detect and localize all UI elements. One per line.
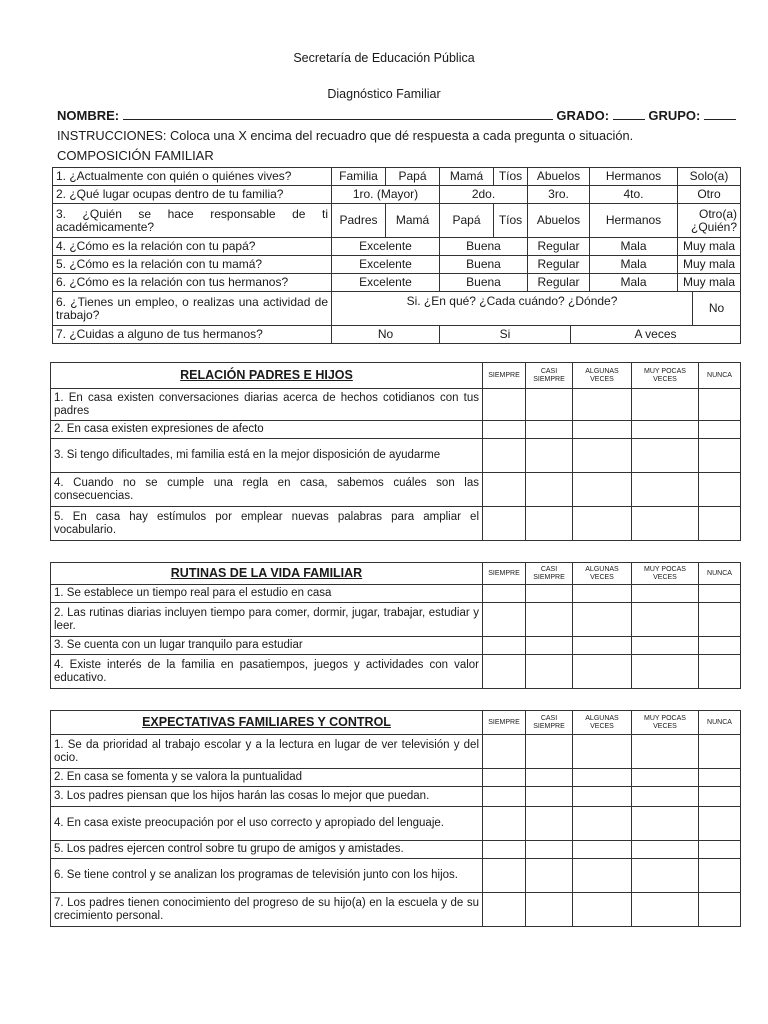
option-cell[interactable]: Papá — [386, 168, 440, 186]
answer-cell[interactable] — [699, 859, 741, 893]
comp-row-8 — [53, 326, 741, 344]
statement-row — [51, 389, 741, 421]
comp-question: 5. ¿Cómo es la relación con tu mamá? — [53, 256, 332, 274]
statement-text: 2. Las rutinas diarias incluyen tiempo para comer, dormir, jugar, trabajar, estudiar y leer. — [51, 603, 483, 637]
answer-cell[interactable] — [632, 807, 699, 841]
option-cell[interactable]: Solo(a) — [678, 168, 741, 186]
comp-question: 1. ¿Actualmente con quién o quiénes vives? — [53, 168, 332, 186]
answer-cell[interactable] — [526, 637, 573, 655]
option-cell[interactable]: 1ro. (Mayor) — [332, 186, 440, 204]
comp-row-6 — [53, 274, 741, 292]
comp-question: 3. ¿Quién se hace responsable de ti académicamente? — [53, 204, 332, 238]
answer-cell[interactable] — [573, 389, 632, 421]
answer-cell[interactable] — [632, 735, 699, 769]
option-cell[interactable]: Papá — [440, 204, 494, 238]
statement-row — [51, 787, 741, 807]
statement-row — [51, 735, 741, 769]
answer-cell[interactable] — [699, 787, 741, 807]
option-cell[interactable]: A veces — [571, 326, 741, 344]
statement-row — [51, 585, 741, 603]
statement-text: 1. En casa existen conversaciones diarias acerca de hechos cotidianos con tus padres — [51, 389, 483, 421]
option-cell[interactable]: Mamá — [386, 204, 440, 238]
answer-cell[interactable] — [573, 473, 632, 507]
answer-cell[interactable] — [699, 893, 741, 927]
statement-row — [51, 421, 741, 439]
option-cell[interactable]: No — [332, 326, 440, 344]
answer-cell[interactable] — [483, 473, 526, 507]
option-cell[interactable]: 3ro. — [528, 186, 590, 204]
option-cell[interactable]: Regular — [528, 274, 590, 292]
statement-row — [51, 473, 741, 507]
answer-cell[interactable] — [632, 585, 699, 603]
answer-cell[interactable] — [483, 389, 526, 421]
statement-text: 5. En casa hay estímulos por emplear nuevas palabras para ampliar el vocabulario. — [51, 507, 483, 541]
answer-cell[interactable] — [483, 585, 526, 603]
answer-cell[interactable] — [573, 807, 632, 841]
option-cell[interactable]: 2do. — [440, 186, 528, 204]
nombre-label: NOMBRE: — [57, 108, 120, 123]
option-cell[interactable]: Mala — [590, 274, 678, 292]
option-cell[interactable]: Abuelos — [528, 204, 590, 238]
statement-row — [51, 655, 741, 689]
answer-cell[interactable] — [526, 389, 573, 421]
answer-cell[interactable] — [483, 439, 526, 473]
grado-label: GRADO: — [556, 108, 610, 123]
answer-cell[interactable] — [632, 473, 699, 507]
statement-text: 4. Existe interés de la familia en pasatiempos, juegos y actividades con valor educativo. — [51, 655, 483, 689]
freq-header: CASI SIEMPRE — [526, 363, 573, 389]
answer-cell[interactable] — [699, 841, 741, 859]
option-cell[interactable]: Hermanos — [590, 168, 678, 186]
section-rutinas-table — [50, 562, 741, 689]
statement-text: 1. Se establece un tiempo real para el estudio en casa — [51, 585, 483, 603]
option-cell[interactable]: Buena — [440, 238, 528, 256]
statement-row — [51, 439, 741, 473]
answer-cell[interactable] — [483, 603, 526, 637]
answer-cell[interactable] — [526, 603, 573, 637]
option-cell[interactable]: 4to. — [590, 186, 678, 204]
answer-cell[interactable] — [632, 603, 699, 637]
option-cell[interactable]: Padres — [332, 204, 386, 238]
answer-cell[interactable] — [483, 893, 526, 927]
section-header-row — [51, 563, 741, 585]
answer-cell[interactable] — [699, 603, 741, 637]
answer-cell[interactable] — [699, 473, 741, 507]
option-cell[interactable]: Muy mala — [678, 274, 741, 292]
statement-text: 5. Los padres ejercen control sobre tu grupo de amigos y amistades. — [51, 841, 483, 859]
comp-row-2 — [53, 186, 741, 204]
statement-text: 2. En casa existen expresiones de afecto — [51, 421, 483, 439]
instructions: INSTRUCCIONES: Coloca una X encima del recuadro que dé respuesta a cada pregunta o situación. — [57, 128, 634, 143]
statement-row — [51, 507, 741, 541]
answer-cell[interactable] — [573, 439, 632, 473]
answer-cell[interactable] — [699, 585, 741, 603]
answer-cell[interactable] — [699, 421, 741, 439]
option-cell[interactable]: Tíos — [494, 168, 528, 186]
answer-cell[interactable] — [526, 841, 573, 859]
composicion-table — [52, 167, 741, 344]
comp-question: 4. ¿Cómo es la relación con tu papá? — [53, 238, 332, 256]
freq-header: SIEMPRE — [483, 711, 526, 735]
answer-cell[interactable] — [632, 769, 699, 787]
answer-cell[interactable] — [483, 807, 526, 841]
section-relacion-table — [50, 362, 741, 541]
statement-row — [51, 893, 741, 927]
statement-row — [51, 807, 741, 841]
answer-cell[interactable] — [483, 637, 526, 655]
option-cell[interactable]: Mala — [590, 256, 678, 274]
answer-cell[interactable] — [699, 439, 741, 473]
answer-cell[interactable] — [573, 735, 632, 769]
answer-cell[interactable] — [699, 655, 741, 689]
section-header-row — [51, 363, 741, 389]
answer-cell[interactable] — [573, 859, 632, 893]
answer-cell[interactable] — [573, 507, 632, 541]
answer-cell[interactable] — [632, 439, 699, 473]
answer-cell[interactable] — [699, 769, 741, 787]
section-expectativas-table — [50, 710, 741, 927]
option-cell[interactable]: Familia — [332, 168, 386, 186]
freq-header: SIEMPRE — [483, 563, 526, 585]
freq-header: ALGUNAS VECES — [573, 563, 632, 585]
option-cell[interactable]: Otro — [678, 186, 741, 204]
answer-cell[interactable] — [699, 735, 741, 769]
answer-cell[interactable] — [483, 507, 526, 541]
statement-text: 3. Si tengo dificultades, mi familia está en la mejor disposición de ayudarme — [51, 439, 483, 473]
section-title: RELACIÓN PADRES E HIJOS — [51, 363, 483, 389]
statement-row — [51, 637, 741, 655]
statement-row — [51, 603, 741, 637]
freq-header: CASI SIEMPRE — [526, 563, 573, 585]
answer-cell[interactable] — [483, 859, 526, 893]
statement-text: 2. En casa se fomenta y se valora la puntualidad — [51, 769, 483, 787]
answer-cell[interactable] — [526, 439, 573, 473]
answer-cell[interactable] — [699, 637, 741, 655]
answer-cell[interactable] — [573, 603, 632, 637]
option-cell[interactable]: Regular — [528, 256, 590, 274]
option-cell[interactable]: Mala — [590, 238, 678, 256]
answer-cell[interactable] — [526, 893, 573, 927]
comp-row-5 — [53, 256, 741, 274]
answer-cell[interactable] — [632, 841, 699, 859]
answer-cell[interactable] — [573, 841, 632, 859]
option-cell[interactable]: Muy mala — [678, 238, 741, 256]
option-cell[interactable]: Muy mala — [678, 256, 741, 274]
option-cell[interactable]: Otro(a) ¿Quién? — [678, 204, 741, 238]
answer-cell[interactable] — [526, 585, 573, 603]
statement-text: 1. Se da prioridad al trabajo escolar y a la lectura en lugar de ver televisión y del ocio. — [51, 735, 483, 769]
statement-text: 3. Los padres piensan que los hijos harán las cosas lo mejor que puedan. — [51, 787, 483, 807]
statement-text: 4. Cuando no se cumple una regla en casa, sabemos cuáles son las consecuencias. — [51, 473, 483, 507]
grupo-field[interactable] — [704, 108, 736, 120]
answer-cell[interactable] — [526, 735, 573, 769]
statement-text: 7. Los padres tienen conocimiento del progreso de su hijo(a) en la escuela y de su crecimiento personal. — [51, 893, 483, 927]
answer-cell[interactable] — [699, 807, 741, 841]
comp-row-1 — [53, 168, 741, 186]
statement-text: 6. Se tiene control y se analizan los programas de televisión junto con los hijos. — [51, 859, 483, 893]
answer-cell[interactable] — [632, 655, 699, 689]
answer-cell[interactable] — [526, 473, 573, 507]
option-cell[interactable]: Abuelos — [528, 168, 590, 186]
grupo-label: GRUPO: — [648, 108, 701, 123]
option-cell[interactable]: Excelente — [332, 238, 440, 256]
name-grade-row — [57, 108, 736, 123]
answer-cell[interactable] — [526, 655, 573, 689]
composicion-heading: COMPOSICIÓN FAMILIAR — [57, 148, 214, 163]
freq-header: SIEMPRE — [483, 363, 526, 389]
section-title: EXPECTATIVAS FAMILIARES Y CONTROL — [51, 711, 483, 735]
answer-cell[interactable] — [483, 769, 526, 787]
answer-cell[interactable] — [632, 787, 699, 807]
freq-header: NUNCA — [699, 363, 741, 389]
answer-cell[interactable] — [632, 893, 699, 927]
answer-cell[interactable] — [483, 655, 526, 689]
answer-cell[interactable] — [573, 585, 632, 603]
option-cell[interactable]: Excelente — [332, 256, 440, 274]
option-cell[interactable]: Mamá — [440, 168, 494, 186]
section-title: RUTINAS DE LA VIDA FAMILIAR — [51, 563, 483, 585]
answer-cell[interactable] — [632, 859, 699, 893]
option-cell[interactable]: Si — [440, 326, 571, 344]
freq-header: MUY POCAS VECES — [632, 711, 699, 735]
comp-question: 2. ¿Qué lugar ocupas dentro de tu familia? — [53, 186, 332, 204]
freq-header: ALGUNAS VECES — [573, 363, 632, 389]
answer-cell[interactable] — [573, 421, 632, 439]
answer-cell[interactable] — [632, 421, 699, 439]
statement-row — [51, 769, 741, 787]
answer-cell[interactable] — [483, 787, 526, 807]
statement-row — [51, 859, 741, 893]
comp-question: 6. ¿Tienes un empleo, o realizas una actividad de trabajo? — [53, 292, 332, 326]
nombre-field[interactable] — [123, 108, 553, 120]
grado-field[interactable] — [613, 108, 645, 120]
option-cell[interactable]: Buena — [440, 274, 528, 292]
answer-cell[interactable] — [483, 735, 526, 769]
comp-row-4 — [53, 238, 741, 256]
option-cell[interactable]: Tíos — [494, 204, 528, 238]
answer-cell[interactable] — [699, 389, 741, 421]
option-cell[interactable]: Hermanos — [590, 204, 678, 238]
option-cell[interactable]: Excelente — [332, 274, 440, 292]
comp-question: 6. ¿Cómo es la relación con tus hermanos? — [53, 274, 332, 292]
answer-cell[interactable] — [483, 841, 526, 859]
freq-header: MUY POCAS VECES — [632, 563, 699, 585]
statement-text: 3. Se cuenta con un lugar tranquilo para estudiar — [51, 637, 483, 655]
answer-cell[interactable] — [573, 787, 632, 807]
answer-cell[interactable] — [632, 507, 699, 541]
freq-header: NUNCA — [699, 563, 741, 585]
section-header-row — [51, 711, 741, 735]
comp-row-7 — [53, 292, 741, 326]
freq-header: NUNCA — [699, 711, 741, 735]
freq-header: ALGUNAS VECES — [573, 711, 632, 735]
statement-row — [51, 841, 741, 859]
freq-header: CASI SIEMPRE — [526, 711, 573, 735]
answer-cell[interactable] — [526, 507, 573, 541]
freq-header: MUY POCAS VECES — [632, 363, 699, 389]
answer-cell[interactable] — [632, 637, 699, 655]
answer-cell[interactable] — [526, 769, 573, 787]
answer-cell[interactable] — [526, 787, 573, 807]
answer-cell[interactable] — [526, 421, 573, 439]
statement-text: 4. En casa existe preocupación por el uso correcto y apropiado del lenguaje. — [51, 807, 483, 841]
comp-row-3 — [53, 204, 741, 238]
answer-cell[interactable] — [699, 507, 741, 541]
answer-cell[interactable] — [632, 389, 699, 421]
comp-question: 7. ¿Cuidas a alguno de tus hermanos? — [53, 326, 332, 344]
answer-cell[interactable] — [573, 769, 632, 787]
answer-cell[interactable] — [573, 637, 632, 655]
institution-title: Secretaría de Educación Pública — [293, 51, 475, 65]
answer-cell[interactable] — [573, 655, 632, 689]
answer-cell[interactable] — [526, 859, 573, 893]
answer-cell[interactable] — [526, 807, 573, 841]
form-subtitle: Diagnóstico Familiar — [327, 87, 441, 101]
option-cell[interactable]: Si. ¿En qué? ¿Cada cuándo? ¿Dónde? — [332, 292, 693, 326]
answer-cell[interactable] — [483, 421, 526, 439]
option-cell[interactable]: Buena — [440, 256, 528, 274]
option-cell[interactable]: Regular — [528, 238, 590, 256]
option-cell[interactable]: No — [693, 292, 741, 326]
answer-cell[interactable] — [573, 893, 632, 927]
